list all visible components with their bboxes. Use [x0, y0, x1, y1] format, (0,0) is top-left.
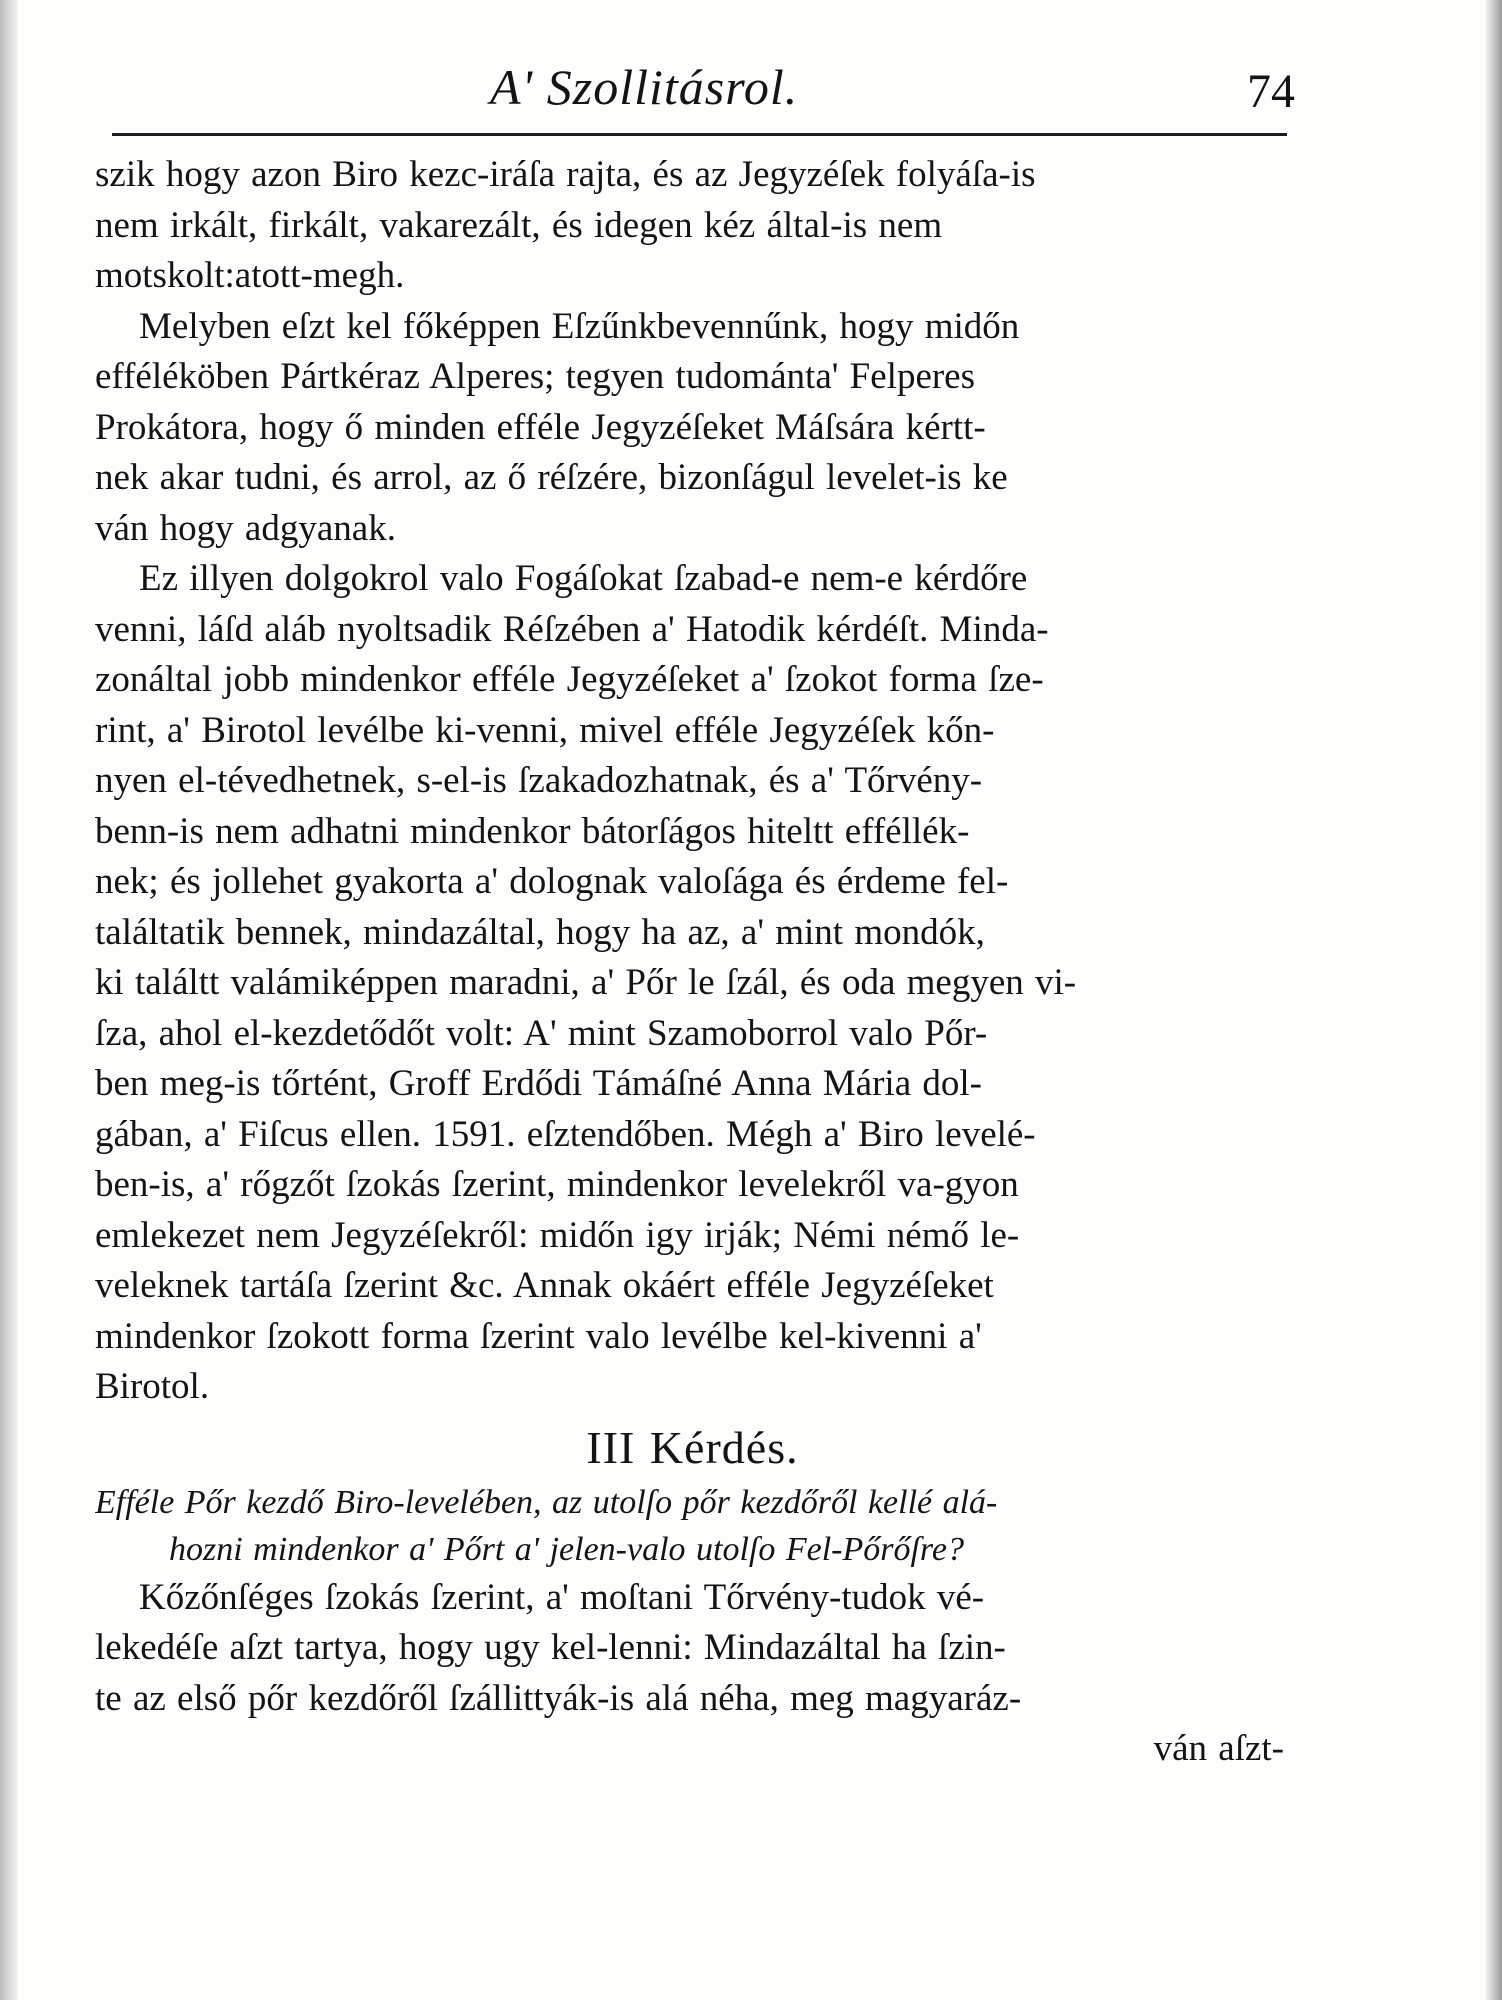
paragraph-3 — [95, 554, 1290, 1413]
text-line: rint, a' Birotol levélbe ki-venni, mivel efféle Jegyzéſek kőn- — [95, 709, 995, 751]
paragraph-1 — [95, 150, 1290, 302]
text-line: motskolt:atott-megh. — [95, 255, 405, 296]
text-line: ben meg-is tőrtént, Groff Erdődi Támáſné Anna Mária dol- — [95, 1063, 982, 1104]
text-line: nyen el-tévedhetnek, s-el-is ſzakadozhatnak, és a' Tőrvény- — [95, 760, 983, 801]
text-line: gában, a' Fiſcus ellen. 1591. eſztendőben. Mégh a' Biro levelé- — [95, 1113, 1036, 1155]
body-text — [95, 150, 1290, 1775]
page-left-edge-shadow — [0, 0, 18, 2000]
text-line: venni, láſd aláb nyoltsadik Réſzében a' Hatodik kérdéſt. Minda- — [95, 608, 1049, 650]
text-line: ſza, ahol el-kezdetődőt volt: A' mint Szamoborrol valo Pőr- — [95, 1012, 988, 1054]
text-line: benn-is nem adhatni mindenkor bátorſágos hiteltt efféllék- — [95, 810, 970, 852]
text-line: Birotol. — [95, 1366, 210, 1407]
text-line: Melyben eſzt kel főképpen Eſzűnkbevennűnk, hogy midőn — [139, 305, 1020, 347]
text-line: te az első pőr kezdőről ſzállittyák-is alá néha, meg magyaráz- — [95, 1677, 1022, 1719]
text-line: ben-is, a' rőgzőt ſzokás ſzerint, mindenkor levelekről va-gyon — [95, 1164, 1019, 1205]
paragraph-2 — [95, 302, 1290, 555]
question-text — [95, 1479, 1290, 1573]
catchword: ván aſzt- — [1153, 1728, 1284, 1769]
text-line: nem irkált, firkált, vakarezált, és idegen kéz által-is nem — [95, 204, 943, 246]
text-line: hozni mindenkor a' Pőrt a' jelen-valo utolſo Fel-Pőrőſre? — [169, 1530, 964, 1568]
header-rule — [112, 133, 1287, 136]
text-line: emlekezet nem Jegyzéſekről: midőn igy irják; Némi némő le- — [95, 1214, 1020, 1256]
text-line: nek akar tudni, és arrol, az ő réſzére, bizonſágul levelet-is ke — [95, 457, 1008, 498]
running-title: A' Szollitásrol. — [490, 59, 799, 115]
text-line: lekedéſe aſzt tartya, hogy ugy kel-lenni: Mindazáltal ha ſzin- — [95, 1627, 1006, 1668]
text-line: nek; és jollehet gyakorta a' dolognak valoſága és érdeme fel- — [95, 861, 1009, 902]
text-line: Efféle Pőr kezdő Biro-levelében, az utolſo pőr kezdőről kellé alá- — [95, 1483, 998, 1521]
text-line: ván hogy adgyanak. — [95, 507, 396, 549]
text-line: találtatik bennek, mindazáltal, hogy ha az, a' mint mondók, — [95, 911, 985, 953]
paragraph-4 — [95, 1573, 1290, 1725]
text-line: Ez illyen dolgokrol valo Fogáſokat ſzabad-e nem-e kérdőre — [139, 558, 1028, 599]
section-heading: III Kérdés. — [586, 1421, 799, 1473]
page-number: 74 — [1247, 65, 1295, 118]
text-line: szik hogy azon Biro kezc-iráſa rajta, és az Jegyzéſek folyáſa-is — [95, 154, 1036, 195]
text-line: efféléköben Pártkéraz Alperes; tegyen tudománta' Felperes — [95, 356, 976, 397]
text-line: veleknek tartáſa ſzerint &c. Annak okáért efféle Jegyzéſeket — [95, 1265, 994, 1306]
page-header — [95, 58, 1295, 128]
page-right-edge-shadow — [1486, 0, 1502, 2000]
text-line: Prokátora, hogy ő minden efféle Jegyzéſeket Máſsára kértt- — [95, 406, 986, 448]
text-line: zonáltal jobb mindenkor efféle Jegyzéſeket a' ſzokot forma ſze- — [95, 659, 1044, 700]
text-line: Kőzőnſéges ſzokás ſzerint, a' moſtani Tőrvény-tudok vé- — [139, 1576, 985, 1618]
text-line: ki találtt valámiképpen maradni, a' Pőr le ſzál, és oda megyen vi- — [95, 962, 1077, 1003]
text-line: mindenkor ſzokott forma ſzerint valo levélbe kel-kivenni a' — [95, 1315, 982, 1357]
